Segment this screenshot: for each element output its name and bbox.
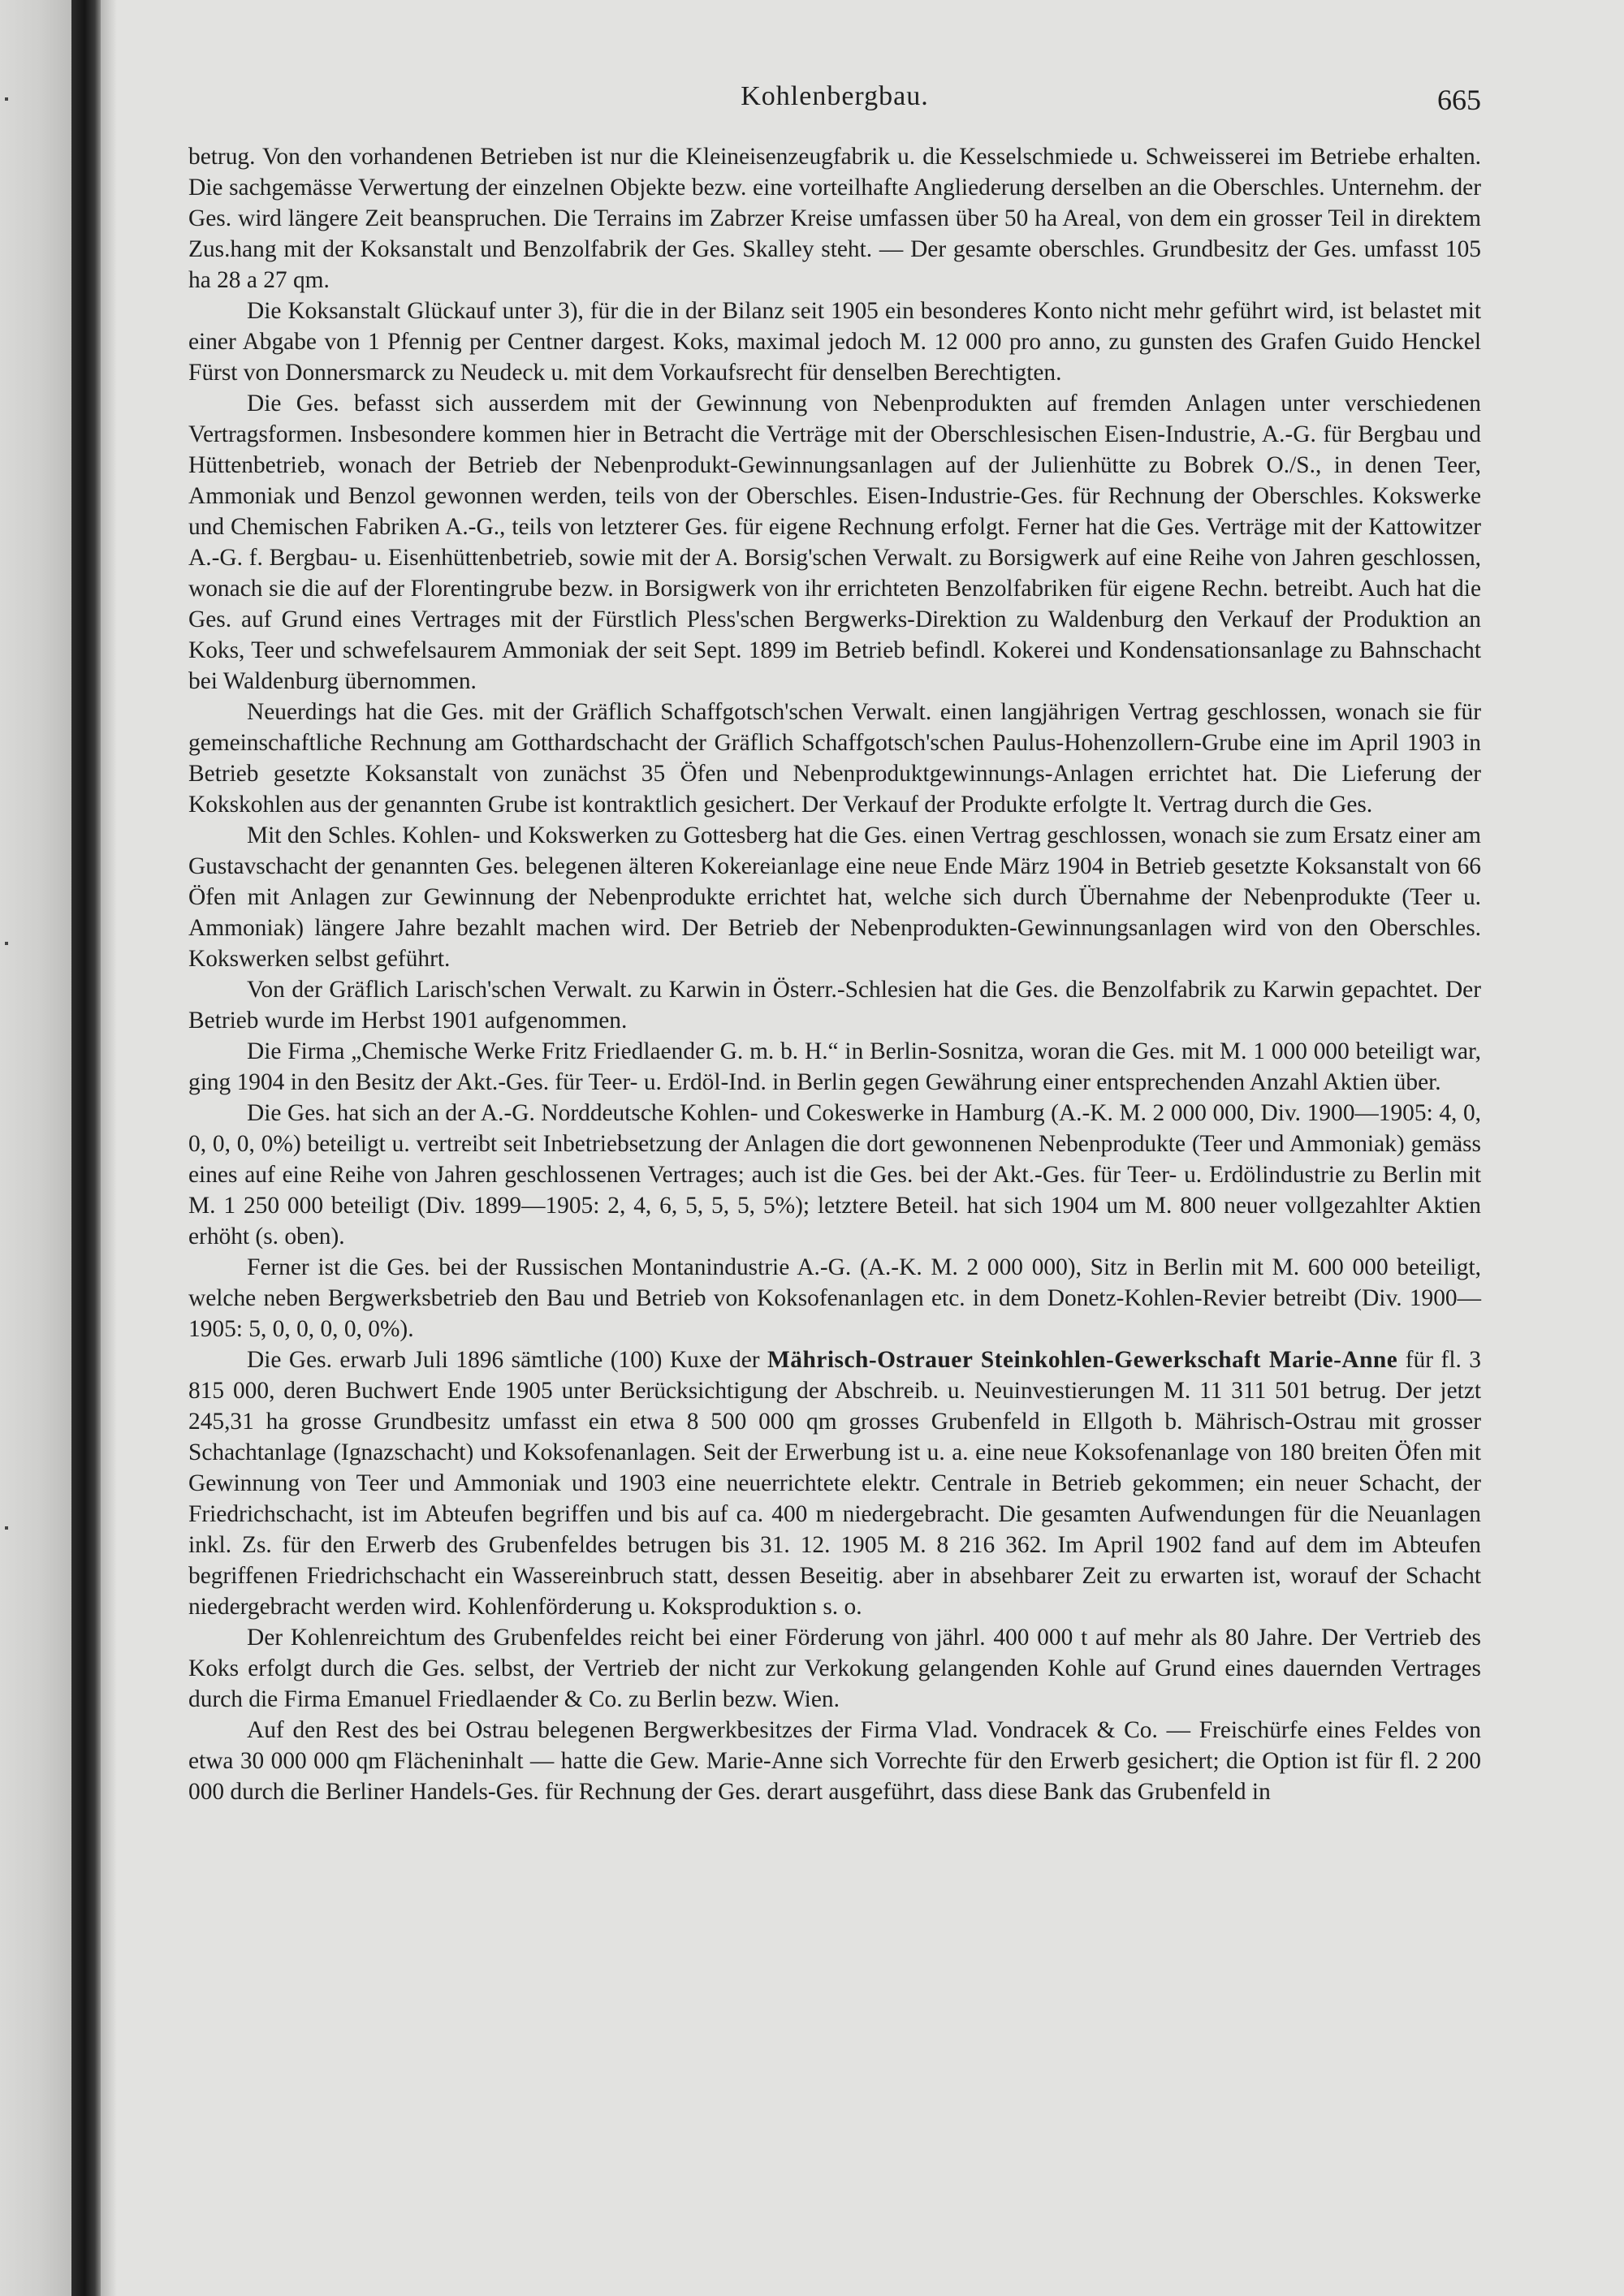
body-text <box>188 141 1481 1807</box>
paragraph: Die Ges. erwarb Juli 1896 sämtliche (100) Kuxe der Mährisch-Ostrauer Steinkohlen-Gewerkschaft Marie-Anne für fl. 3 815 000, deren Buchwert Ende 1905 unter Berücksichtigung der Abschreib. u. Neuinvestierungen M. 11 311 501 betrug. Der jetzt 245,31 ha grosse Grundbesitz umfasst ein etwa 8 500 000 qm grosses Grubenfeld in Ellgoth b. Mährisch-Ostrau mit grosser Schachtanlage (Ignazschacht) und Koksofenanlagen. Seit der Erwerbung ist u. a. eine neue Koksofenanlage von 180 breiten Öfen mit Gewinnung von Teer und Ammoniak und 1903 eine neuerrichtete elektr. Centrale in Betrieb gekommen; ein neuer Schacht, der Friedrichschacht, ist im Abteufen begriffen und bis auf ca. 400 m niedergebracht. Die gesamten Aufwendungen für die Neuanlagen inkl. Zs. für den Erwerb des Grubenfeldes betrugen bis 31. 12. 1905 M. 8 216 362. Im April 1902 fand auf dem im Abteufen begriffenen Friedrichschacht ein Wassereinbruch statt, dessen Beseitig. aber in absehbarer Zeit zu erwarten ist, worauf der Schacht niedergebracht werden wird. Kohlenförderung u. Koksproduktion s. o. <box>188 1347 1481 1620</box>
gutter-shade <box>101 0 117 2296</box>
scan-speck <box>5 97 8 101</box>
page-number: 665 <box>1437 84 1481 116</box>
scan-speck <box>5 942 8 945</box>
paragraph: Die Ges. befasst sich ausserdem mit der Gewinnung von Nebenprodukten auf fremden Anlagen unter verschiedenen Vertragsformen. Insbesondere kommen hier in Betracht die Verträge mit der Oberschlesischen Eisen-Industrie, A.-G. für Bergbau und Hüttenbetrieb, wonach der Betrieb der Nebenprodukt-Gewinnungsanlagen auf der Julienhütte zu Bobrek O./S., in denen Teer, Ammoniak und Benzol gewonnen werden, teils von der Oberschles. Eisen-Industrie-Ges. für Rechnung der Oberschles. Kokswerke und Chemischen Fabriken A.-G., teils von letzterer Ges. für eigene Rechnung erfolgt. Ferner hat die Ges. Verträge mit der Kattowitzer A.-G. f. Bergbau- u. Eisenhüttenbetrieb, sowie mit der A. Borsig'schen Verwalt. zu Borsigwerk auf eine Reihe von Jahren geschlossen, wonach sie die auf der Florentingrube bezw. in Borsigwerk von ihr errichteten Benzolfabriken für eigene Rechn. betreibt. Auch hat die Ges. auf Grund eines Vertrages mit der Fürstlich Pless'schen Bergwerks-Direktion zu Waldenburg den Verkauf der Produktion an Koks, Teer und schwefelsaurem Ammoniak der seit Sept. 1899 im Betrieb befindl. Kokerei und Kondensationsanlage zu Bahnschacht bei Waldenburg übernommen. <box>188 391 1481 694</box>
scan-left-margin <box>0 0 71 2296</box>
paragraph: Mit den Schles. Kohlen- und Kokswerken zu Gottesberg hat die Ges. einen Vertrag geschlossen, wonach sie zum Ersatz einer am Gustavschacht der genannten Ges. belegenen älteren Kokereianlage eine neue Ende März 1904 in Betrieb gesetzte Koksanstalt von 66 Öfen mit Anlagen zur Gewinnung der Nebenprodukte errichtet hat, welche sich durch Übernahme der Nebenprodukte (Teer u. Ammoniak) längere Jahre bezahlt machen wird. Der Betrieb der Nebenprodukten-Gewinnungsanlagen wird von den Oberschles. Kokswerken selbst geführt. <box>188 822 1481 972</box>
running-header <box>188 81 1481 130</box>
running-title: Kohlenbergbau. <box>741 81 929 111</box>
paragraph: Von der Gräflich Larisch'schen Verwalt. zu Karwin in Österr.-Schlesien hat die Ges. die Benzolfabrik zu Karwin gepachtet. Der Betrieb wurde im Herbst 1901 aufgenommen. <box>188 977 1481 1034</box>
book-spine-shadow <box>71 0 101 2296</box>
paragraph: Die Koksanstalt Glückauf unter 3), für die in der Bilanz seit 1905 ein besonderes Konto nicht mehr geführt wird, ist belastet mit einer Abgabe von 1 Pfennig per Centner dargest. Koks, maximal jedoch M. 12 000 pro anno, zu gunsten des Grafen Guido Henckel Fürst von Donnersmarck zu Neudeck u. mit dem Vorkaufsrecht für denselben Berechtigten. <box>188 298 1481 386</box>
paragraph: Neuerdings hat die Ges. mit der Gräflich Schaffgotsch'schen Verwalt. einen langjährigen Vertrag geschlossen, wonach sie für gemeinschaftliche Rechnung am Gotthardschacht der Gräflich Schaffgotsch'schen Paulus-Hohenzollern-Grube eine im April 1903 in Betrieb gesetzte Koksanstalt von zunächst 35 Öfen und Nebenproduktgewinnungs-Anlagen errichtet hat. Die Lieferung der Kokskohlen aus der genannten Grube ist kontraktlich gesichert. Der Verkauf der Produkte erfolgte lt. Vertrag durch die Ges. <box>188 699 1481 818</box>
scan-speck <box>5 1526 8 1530</box>
paragraph: Auf den Rest des bei Ostrau belegenen Bergwerkbesitzes der Firma Vlad. Vondracek & Co. — Freischürfe eines Feldes von etwa 30 000 000 qm Flächeninhalt — hatte die Gew. Marie-Anne sich Vorrechte für den Erwerb gesichert; die Option ist für fl. 2 200 000 durch die Berliner Handels-Ges. für Rechnung der Ges. derart ausgeführt, dass diese Bank das Grubenfeld in <box>188 1717 1481 1805</box>
paragraph: Die Firma „Chemische Werke Fritz Friedlaender G. m. b. H.“ in Berlin-Sosnitza, woran die Ges. mit M. 1 000 000 beteiligt war, ging 1904 in den Besitz der Akt.-Ges. für Teer- u. Erdöl-Ind. in Berlin gegen Gewährung einer entsprechenden Anzahl Aktien über. <box>188 1038 1481 1095</box>
document-page <box>188 81 1481 1807</box>
paragraph: Die Ges. hat sich an der A.-G. Norddeutsche Kohlen- und Cokeswerke in Hamburg (A.-K. M. 2 000 000, Div. 1900—1905: 4, 0, 0, 0, 0, 0%) beteiligt u. vertreibt seit Inbetriebsetzung der Anlagen die dort gewonnenen Nebenprodukte (Teer und Ammoniak) gemäss eines auf eine Reihe von Jahren geschlossenen Vertrages; auch ist die Ges. bei der Akt.-Ges. für Teer- u. Erdölindustrie zu Berlin mit M. 1 250 000 beteiligt (Div. 1899—1905: 2, 4, 6, 5, 5, 5, 5%); letztere Beteil. hat sich 1904 um M. 800 neuer vollgezahlter Aktien erhöht (s. oben). <box>188 1100 1481 1249</box>
paragraph: Ferner ist die Ges. bei der Russischen Montanindustrie A.-G. (A.-K. M. 2 000 000), Sitz in Berlin mit M. 600 000 beteiligt, welche neben Bergwerksbetrieb den Bau und Betrieb von Koksofenanlagen etc. in dem Donetz-Kohlen-Revier betreibt (Div. 1900—1905: 5, 0, 0, 0, 0, 0%). <box>188 1254 1481 1342</box>
paragraph: Der Kohlenreichtum des Grubenfeldes reicht bei einer Förderung von jährl. 400 000 t auf mehr als 80 Jahre. Der Vertrieb des Koks erfolgt durch die Ges. selbst, der Vertrieb der nicht zur Verkokung gelangenden Kohle auf Grund eines dauernden Vertrages durch die Firma Emanuel Friedlaender & Co. zu Berlin bezw. Wien. <box>188 1625 1481 1712</box>
paragraph: betrug. Von den vorhandenen Betrieben ist nur die Kleineisenzeugfabrik u. die Kesselschmiede u. Schweisserei im Betriebe erhalten. Die sachgemässe Verwertung der einzelnen Objekte bezw. eine vorteilhafte Angliederung derselben an die Oberschles. Unternehm. der Ges. wird längere Zeit beanspruchen. Die Terrains im Zabrzer Kreise umfassen über 50 ha Areal, von dem ein grosser Teil in direktem Zus.hang mit der Koksanstalt und Benzolfabrik der Ges. Skalley steht. — Der gesamte oberschles. Grundbesitz der Ges. umfasst 105 ha 28 a 27 qm. <box>188 144 1481 293</box>
